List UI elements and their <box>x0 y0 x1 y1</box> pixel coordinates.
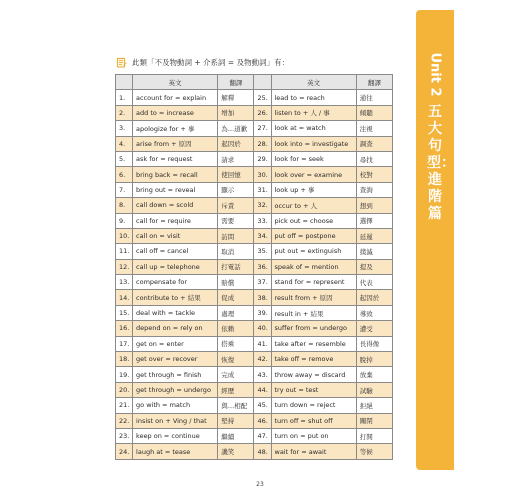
table-row <box>116 182 393 197</box>
chinese-translation: 選擇 <box>356 213 392 228</box>
english-phrase: call up = telephone <box>133 259 218 274</box>
chinese-translation: 通往 <box>356 90 392 105</box>
chinese-translation: 請求 <box>218 151 254 166</box>
row-number: 26. <box>254 105 271 120</box>
table-row <box>116 228 393 243</box>
row-number: 27. <box>254 121 271 136</box>
english-phrase: compensate for <box>133 275 218 290</box>
chinese-translation: 與…相配 <box>218 398 254 413</box>
unit-title: 五大句型：進階篇 <box>427 104 455 222</box>
chinese-translation: 處理 <box>218 305 254 320</box>
english-phrase: throw away = discard <box>271 367 356 382</box>
english-phrase: insist on + Ving / that <box>133 413 218 428</box>
row-number: 21. <box>116 398 133 413</box>
english-phrase: deal with = tackle <box>133 305 218 320</box>
row-number: 18. <box>116 352 133 367</box>
row-number: 36. <box>254 259 271 274</box>
row-number: 7. <box>116 182 133 197</box>
english-phrase: wait for = await <box>271 444 356 459</box>
english-phrase: call for = require <box>133 213 218 228</box>
english-phrase: listen to + 人 / 事 <box>271 105 356 120</box>
row-number: 24. <box>116 444 133 459</box>
table-header-cell: 英文 <box>133 75 218 90</box>
row-number: 34. <box>254 228 271 243</box>
chinese-translation: 延遲 <box>356 228 392 243</box>
table-header-cell <box>254 75 271 90</box>
table-row <box>116 151 393 166</box>
chinese-translation: 傾聽 <box>356 105 392 120</box>
row-number: 8. <box>116 198 133 213</box>
chinese-translation: 提及 <box>356 259 392 274</box>
english-phrase: look for = seek <box>271 151 356 166</box>
chinese-translation: 查詢 <box>356 182 392 197</box>
english-phrase: get through = finish <box>133 367 218 382</box>
chinese-translation: 經歷 <box>218 382 254 397</box>
unit-label <box>416 52 454 96</box>
table-row <box>116 305 393 320</box>
table-row <box>116 444 393 459</box>
chinese-translation: 賠償 <box>218 275 254 290</box>
english-phrase: turn down = reject <box>271 398 356 413</box>
row-number: 32. <box>254 198 271 213</box>
table-row <box>116 321 393 336</box>
english-phrase: call off = cancel <box>133 244 218 259</box>
chinese-translation: 遭受 <box>356 321 392 336</box>
row-number: 12. <box>116 259 133 274</box>
row-number: 10. <box>116 228 133 243</box>
chinese-translation: 起因於 <box>218 136 254 151</box>
row-number: 1. <box>116 90 133 105</box>
english-phrase: laugh at = tease <box>133 444 218 459</box>
english-phrase: add to = increase <box>133 105 218 120</box>
table-row <box>116 136 393 151</box>
row-number: 37. <box>254 275 271 290</box>
english-phrase: get on = enter <box>133 336 218 351</box>
chinese-translation: 校對 <box>356 167 392 182</box>
table-header-row <box>116 75 393 90</box>
english-phrase: occur to + 人 <box>271 198 356 213</box>
table-row <box>116 413 393 428</box>
table-row <box>116 428 393 443</box>
english-phrase: look up + 事 <box>271 182 356 197</box>
table-header-cell: 英文 <box>271 75 356 90</box>
row-number: 11. <box>116 244 133 259</box>
row-number: 19. <box>116 367 133 382</box>
english-phrase: bring out = reveal <box>133 182 218 197</box>
row-number: 3. <box>116 121 133 136</box>
chinese-translation: 撲滅 <box>356 244 392 259</box>
english-phrase: bring back = recall <box>133 167 218 182</box>
english-phrase: suffer from = undergo <box>271 321 356 336</box>
row-number: 2. <box>116 105 133 120</box>
chinese-translation: 繼續 <box>218 428 254 443</box>
row-number: 42. <box>254 352 271 367</box>
row-number: 43. <box>254 367 271 382</box>
chinese-translation: 增加 <box>218 105 254 120</box>
chinese-translation: 促成 <box>218 290 254 305</box>
chinese-translation: 打開 <box>356 428 392 443</box>
chinese-translation: 想到 <box>356 198 392 213</box>
chinese-translation: 放棄 <box>356 367 392 382</box>
chinese-translation: 取消 <box>218 244 254 259</box>
table-row <box>116 382 393 397</box>
english-phrase: contribute to + 結果 <box>133 290 218 305</box>
table-row <box>116 336 393 351</box>
table-header-cell <box>116 75 133 90</box>
english-phrase: put off = postpone <box>271 228 356 243</box>
english-phrase: take after = resemble <box>271 336 356 351</box>
phrasal-verb-table <box>115 74 393 460</box>
chinese-translation: 完成 <box>218 367 254 382</box>
english-phrase: try out = test <box>271 382 356 397</box>
row-number: 14. <box>116 290 133 305</box>
chinese-translation: 打電話 <box>218 259 254 274</box>
intro-text: 此類「不及物動詞 + 介系詞 = 及物動詞」有： <box>132 57 290 67</box>
chinese-translation: 關閉 <box>356 413 392 428</box>
table-row <box>116 398 393 413</box>
row-number: 20. <box>116 382 133 397</box>
chinese-translation: 尋找 <box>356 151 392 166</box>
english-phrase: look into = investigate <box>271 136 356 151</box>
chinese-translation: 等候 <box>356 444 392 459</box>
chinese-translation: 顯示 <box>218 182 254 197</box>
chinese-translation: 恢復 <box>218 352 254 367</box>
english-phrase: take off = remove <box>271 352 356 367</box>
table-row <box>116 259 393 274</box>
table-row <box>116 198 393 213</box>
chinese-translation: 需要 <box>218 213 254 228</box>
english-phrase: account for = explain <box>133 90 218 105</box>
table-row <box>116 90 393 105</box>
table-row <box>116 244 393 259</box>
row-number: 31. <box>254 182 271 197</box>
row-number: 16. <box>116 321 133 336</box>
english-phrase: put out = extinguish <box>271 244 356 259</box>
row-number: 23. <box>116 428 133 443</box>
english-phrase: depend on = rely on <box>133 321 218 336</box>
english-phrase: call on = visit <box>133 228 218 243</box>
english-phrase: get through = undergo <box>133 382 218 397</box>
chinese-translation: 調查 <box>356 136 392 151</box>
english-phrase: get over = recover <box>133 352 218 367</box>
chinese-translation: 斥責 <box>218 198 254 213</box>
chinese-translation: 依賴 <box>218 321 254 336</box>
row-number: 40. <box>254 321 271 336</box>
table-header-cell: 翻譯 <box>356 75 392 90</box>
row-number: 9. <box>116 213 133 228</box>
english-phrase: turn off = shut off <box>271 413 356 428</box>
english-phrase: look over = examine <box>271 167 356 182</box>
chinese-translation: 解釋 <box>218 90 254 105</box>
table-row <box>116 105 393 120</box>
row-number: 5. <box>116 151 133 166</box>
english-phrase: keep on = continue <box>133 428 218 443</box>
row-number: 29. <box>254 151 271 166</box>
english-phrase: ask for = request <box>133 151 218 166</box>
english-phrase: arise from + 原因 <box>133 136 218 151</box>
row-number: 41. <box>254 336 271 351</box>
english-phrase: result from + 原因 <box>271 290 356 305</box>
row-number: 47. <box>254 428 271 443</box>
english-phrase: speak of = mention <box>271 259 356 274</box>
english-phrase: apologize for + 事 <box>133 121 218 136</box>
row-number: 6. <box>116 167 133 182</box>
english-phrase: stand for = represent <box>271 275 356 290</box>
chinese-translation: 拒絕 <box>356 398 392 413</box>
chinese-translation: 長得像 <box>356 336 392 351</box>
row-number: 28. <box>254 136 271 151</box>
row-number: 25. <box>254 90 271 105</box>
row-number: 13. <box>116 275 133 290</box>
unit-label-text: Unit 2 <box>427 51 443 97</box>
table-header-cell: 翻譯 <box>218 75 254 90</box>
page-number: 23 <box>256 481 264 488</box>
row-number: 4. <box>116 136 133 151</box>
row-number: 17. <box>116 336 133 351</box>
table-row <box>116 352 393 367</box>
row-number: 45. <box>254 398 271 413</box>
chinese-translation: 注視 <box>356 121 392 136</box>
row-number: 39. <box>254 305 271 320</box>
english-phrase: result in + 結果 <box>271 305 356 320</box>
table-row <box>116 213 393 228</box>
chinese-translation: 脫掉 <box>356 352 392 367</box>
chinese-translation: 譏笑 <box>218 444 254 459</box>
english-phrase: pick out = choose <box>271 213 356 228</box>
chinese-translation: 導致 <box>356 305 392 320</box>
chinese-translation: 起因於 <box>356 290 392 305</box>
memo-icon <box>116 57 127 68</box>
english-phrase: turn on = put on <box>271 428 356 443</box>
chinese-translation: 訪問 <box>218 228 254 243</box>
chinese-translation: 搭乘 <box>218 336 254 351</box>
english-phrase: call down = scold <box>133 198 218 213</box>
row-number: 35. <box>254 244 271 259</box>
chinese-translation: 試驗 <box>356 382 392 397</box>
row-number: 46. <box>254 413 271 428</box>
table-row <box>116 275 393 290</box>
english-phrase: look at = watch <box>271 121 356 136</box>
table-row <box>116 167 393 182</box>
row-number: 22. <box>116 413 133 428</box>
row-number: 15. <box>116 305 133 320</box>
chinese-translation: 使回憶 <box>218 167 254 182</box>
intro-line <box>116 55 289 69</box>
english-phrase: lead to = reach <box>271 90 356 105</box>
row-number: 30. <box>254 167 271 182</box>
chinese-translation: 堅持 <box>218 413 254 428</box>
row-number: 44. <box>254 382 271 397</box>
english-phrase: go with = match <box>133 398 218 413</box>
chinese-translation: 代表 <box>356 275 392 290</box>
table-row <box>116 367 393 382</box>
chinese-translation: 為…道歉 <box>218 121 254 136</box>
table-row <box>116 290 393 305</box>
row-number: 38. <box>254 290 271 305</box>
table-row <box>116 121 393 136</box>
row-number: 48. <box>254 444 271 459</box>
row-number: 33. <box>254 213 271 228</box>
